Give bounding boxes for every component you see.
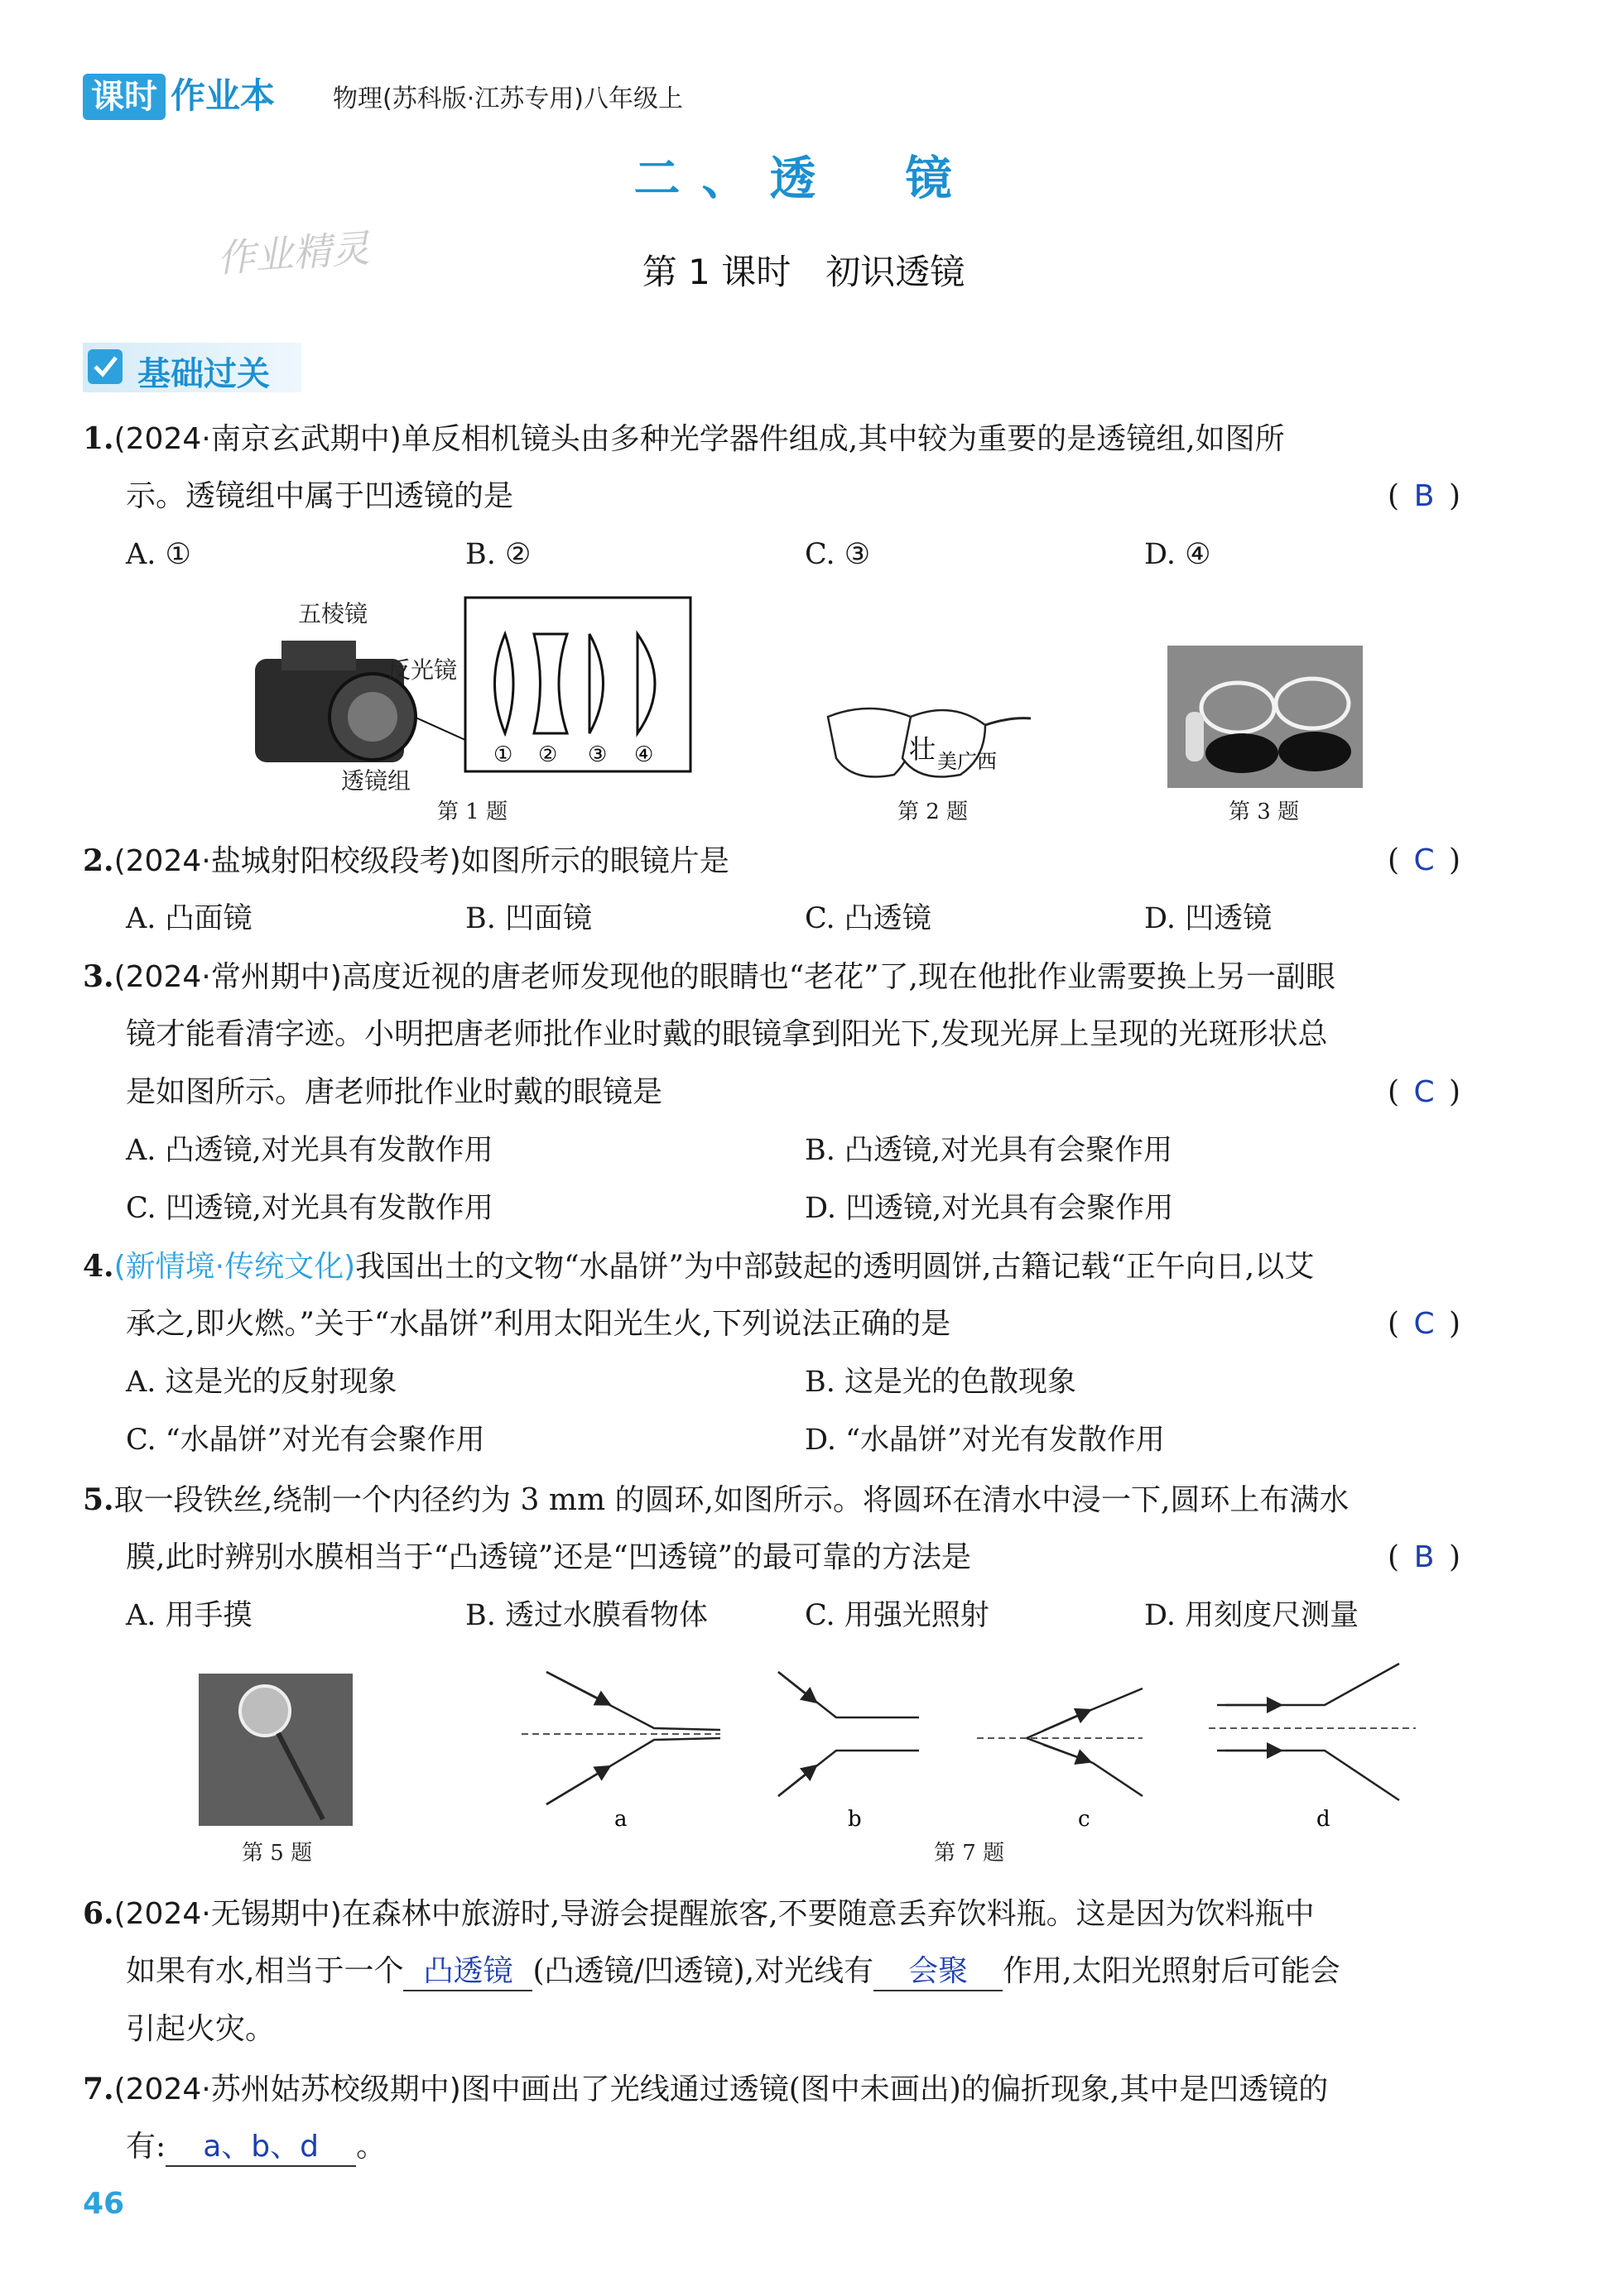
question-text: 。 [356, 2130, 387, 2164]
answer-value: B [1413, 1540, 1435, 1574]
lens-mark: ③ [588, 742, 608, 767]
ray-arrow [1043, 1745, 1085, 1760]
camera-prism-housing [281, 641, 356, 670]
fill-blank-2[interactable]: 会聚 [873, 1953, 1003, 1991]
question-2-line1 [83, 843, 729, 880]
question-text: 如果有水,相当于一个 [126, 1954, 404, 1988]
question-text: 如图所示的眼镜片是 [460, 844, 729, 878]
answer-bracket: ( B ) [1388, 1540, 1461, 1574]
option: A. 用手摸 [126, 1599, 253, 1632]
diagram-label: d [1316, 1807, 1330, 1829]
option: D. 凹透镜 [1144, 902, 1273, 935]
question-text: (凸透镜/凹透镜),对光线有 [532, 1954, 874, 1988]
answer-bracket: ( C ) [1388, 843, 1461, 877]
option: B. 透过水膜看物体 [465, 1599, 708, 1632]
question-6-line2 [126, 1953, 1340, 1991]
ray-arrow [1043, 1712, 1085, 1731]
figure-caption: 第 3 题 [1229, 800, 1300, 824]
ray-arrow [778, 1672, 811, 1698]
question-source: (2024·无锡期中) [113, 1897, 342, 1931]
diagram-label: c [1078, 1807, 1090, 1829]
question-3-line2: 镜才能看清字迹。小明把唐老师批作业时戴的眼镜拿到阳光下,发现光屏上呈现的光斑形状总 [126, 1017, 1328, 1051]
question-number: 3. [83, 959, 114, 994]
option: D. “水晶饼”对光有发散作用 [805, 1424, 1165, 1457]
question-source: (2024·盐城射阳校级段考) [113, 844, 461, 878]
question-3-line3: 是如图所示。唐老师批作业时戴的眼镜是 [126, 1075, 663, 1109]
ray [1217, 1664, 1399, 1705]
option: B. 这是光的色散现象 [805, 1366, 1076, 1399]
figure-3-photo [1167, 646, 1363, 788]
option: C. 用强光照射 [805, 1599, 989, 1632]
question-text: 有: [126, 2130, 166, 2164]
option: D. 用刻度尺测量 [1144, 1599, 1359, 1632]
diagram-label: a [614, 1807, 628, 1829]
figure-caption: 第 1 题 [437, 800, 508, 824]
label-lens-group: 透镜组 [341, 767, 411, 795]
ray-diagram-c [977, 1688, 1143, 1829]
page-number: 46 [83, 2187, 125, 2221]
answer-bracket: ( C ) [1388, 1307, 1461, 1341]
lens-mark: ① [493, 742, 513, 767]
question-number: 2. [83, 843, 114, 878]
answer-bracket: ( B ) [1388, 479, 1461, 513]
question-text: 取一段铁丝,绕制一个内径约为 3 mm 的圆环,如图所示。将圆环在清水中浸一下,圆环上布满水 [113, 1483, 1350, 1517]
question-text: 我国出土的文物“水晶饼”为中部鼓起的透明圆饼,古籍记载“正午向日,以艾 [355, 1250, 1315, 1284]
question-6-line1 [83, 1895, 1315, 1933]
wire-ring [240, 1686, 290, 1736]
ray [1027, 1738, 1143, 1796]
question-number: 4. [83, 1249, 114, 1284]
option: A. 凸面镜 [126, 902, 253, 935]
answer-value: C [1413, 1307, 1435, 1341]
option: C. 凸透镜 [805, 902, 931, 935]
answer-value: C [1413, 843, 1435, 877]
figure-caption: 第 2 题 [897, 800, 969, 824]
question-number: 5. [83, 1482, 114, 1517]
question-4-line1 [83, 1248, 1314, 1285]
question-text: 作用,太阳光照射后可能会 [1003, 1954, 1340, 1988]
figure-caption: 第 7 题 [934, 1841, 1005, 1866]
question-tag: (新情境·传统文化) [113, 1250, 356, 1284]
hand [1186, 712, 1204, 761]
fill-blank[interactable]: a、b、d [166, 2129, 356, 2167]
question-source: (2024·苏州姑苏校级期中) [113, 2073, 461, 2106]
ray-diagram-a [522, 1672, 720, 1829]
option: D. ④ [1144, 538, 1211, 571]
figure-7-ray-diagrams [513, 1655, 1424, 1829]
question-number: 7. [83, 2072, 114, 2106]
option: C. 凹透镜,对光具有发散作用 [126, 1192, 493, 1225]
section-title: 基础过关 [137, 355, 270, 393]
question-number: 1. [83, 421, 114, 456]
question-3-line1 [83, 958, 1335, 996]
lesson-title: 第 1 课时 初识透镜 [642, 252, 965, 292]
option: B. ② [465, 538, 532, 571]
logo-main: 课时 [83, 74, 166, 120]
label-mirror: 反光镜 [387, 656, 458, 684]
camera-lens-inner [348, 692, 397, 742]
label-prism: 五棱镜 [298, 600, 368, 627]
question-number: 6. [83, 1896, 114, 1931]
checkbox-icon [88, 349, 123, 384]
pointer-line [414, 717, 465, 740]
fill-blank-1[interactable]: 凸透镜 [403, 1953, 532, 1991]
glasses-temple [985, 718, 1031, 725]
lens-mark: ④ [634, 742, 654, 767]
option: A. 这是光的反射现象 [126, 1366, 397, 1399]
glasses-text-2: 美广西 [937, 750, 997, 773]
question-source: (2024·常州期中) [113, 960, 342, 994]
lens-mark: ② [538, 742, 558, 767]
light-spot-left [1205, 733, 1278, 773]
option: A. 凸透镜,对光具有发散作用 [126, 1134, 493, 1167]
ray-diagram-b [778, 1672, 919, 1829]
ray-diagram-d [1209, 1664, 1416, 1829]
answer-value: C [1413, 1075, 1435, 1109]
question-7-line1 [83, 2071, 1328, 2108]
ray [778, 1672, 919, 1717]
question-1-line2: 示。透镜组中属于凹透镜的是 [126, 479, 514, 513]
glasses-text-1: 壮 [909, 733, 936, 765]
option: B. 凸透镜,对光具有会聚作用 [805, 1134, 1173, 1167]
question-6-line3: 引起火灾。 [126, 2012, 276, 2046]
diagram-label: b [848, 1807, 862, 1829]
question-1-line1 [83, 420, 1285, 458]
question-7-line2 [126, 2129, 386, 2167]
question-source: (2024·南京玄武期中) [113, 422, 402, 456]
chapter-title: 二、透 镜 [633, 152, 974, 206]
question-5-line1 [83, 1482, 1349, 1519]
question-text: 高度近视的唐老师发现他的眼睛也“老花”了,现在他批作业需要换上另一副眼 [341, 960, 1336, 994]
answer-value: B [1413, 479, 1435, 513]
ray [546, 1672, 720, 1730]
option: C. ③ [805, 538, 871, 571]
ray-arrow [546, 1770, 604, 1804]
answer-bracket: ( C ) [1388, 1075, 1461, 1109]
glasses-lens-left [828, 708, 913, 777]
option: B. 凹面镜 [465, 902, 592, 935]
ray-arrow [778, 1770, 811, 1796]
logo [83, 73, 306, 119]
figure-5-wire-ring [199, 1674, 353, 1826]
book-subtitle: 物理(苏科版·江苏专用)八年级上 [333, 84, 683, 113]
option: D. 凹透镜,对光具有会聚作用 [805, 1192, 1174, 1225]
figure-2-glasses [820, 692, 1035, 791]
question-text: 在森林中旅游时,导游会提醒旅客,不要随意丢弃饮料瓶。这是因为饮料瓶中 [341, 1897, 1315, 1931]
logo-rest: 作业本 [171, 75, 276, 116]
question-text: 图中画出了光线通过透镜(图中未画出)的偏折现象,其中是凹透镜的 [460, 2073, 1329, 2106]
ray-arrow [546, 1672, 604, 1702]
ray [546, 1738, 720, 1804]
option: C. “水晶饼”对光有会聚作用 [126, 1424, 485, 1457]
watermark: 作业精灵 [215, 225, 371, 281]
question-text: 单反相机镜头由多种光学器件组成,其中较为重要的是透镜组,如图所 [401, 422, 1285, 456]
ray [1217, 1751, 1399, 1800]
question-4-line2: 承之,即火燃。”关于“水晶饼”利用太阳光生火,下列说法正确的是 [126, 1307, 951, 1341]
light-spot-right [1278, 732, 1351, 771]
question-5-line2: 膜,此时辨别水膜相当于“凸透镜”还是“凹透镜”的最可靠的方法是 [126, 1540, 972, 1574]
figure-caption: 第 5 题 [242, 1841, 313, 1866]
ray [778, 1751, 919, 1796]
section-header [83, 343, 301, 392]
option: A. ① [126, 538, 191, 571]
